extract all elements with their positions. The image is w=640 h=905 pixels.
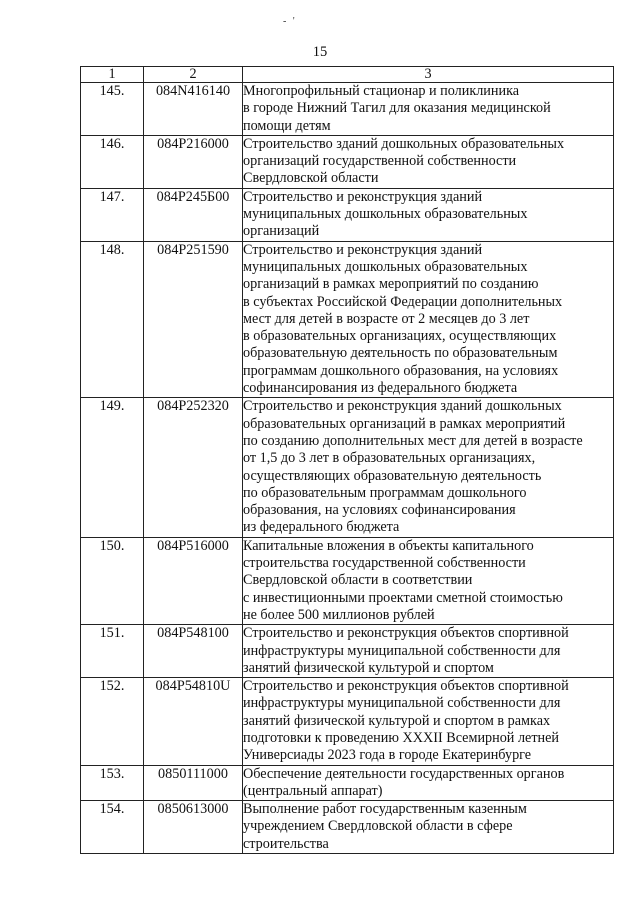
description-line: в городе Нижний Тагил для оказания медицинской <box>243 100 551 117</box>
row-description <box>243 135 614 188</box>
description-line: строительства <box>243 835 329 852</box>
description-line: Многопрофильный стационар и поликлиника <box>243 83 520 99</box>
budget-code-table <box>80 66 614 854</box>
description-line: Строительство и реконструкция зданий <box>243 188 483 205</box>
budget-code: 084P548100 <box>144 625 243 678</box>
budget-code: 084P252320 <box>144 398 243 537</box>
description-line: Универсиады 2023 года в городе Екатеринбурге <box>243 747 532 764</box>
row-number: 154. <box>81 801 144 854</box>
table-row <box>81 765 614 801</box>
description-line: Строительство и реконструкция зданий <box>243 241 483 258</box>
description-line: образовательную деятельность по образовательным <box>243 345 558 362</box>
row-number: 152. <box>81 678 144 765</box>
column-header-1: 1 <box>81 67 144 83</box>
row-description <box>243 188 614 241</box>
budget-code: 0850613000 <box>144 801 243 854</box>
row-description <box>243 241 614 398</box>
page-number: 15 <box>312 44 328 60</box>
description-line: Свердловской области <box>243 170 379 187</box>
description-line: организаций в рамках мероприятий по созданию <box>243 276 539 293</box>
row-description <box>243 83 614 136</box>
description-line: организаций государственной собственности <box>243 153 517 170</box>
row-number: 149. <box>81 398 144 537</box>
row-number: 147. <box>81 188 144 241</box>
description-line: Строительство зданий дошкольных образовательных <box>243 135 565 152</box>
description-line: не более 500 миллионов рублей <box>243 606 435 623</box>
row-description <box>243 765 614 801</box>
header-mark: - ' <box>283 16 297 27</box>
description-line: от 1,5 до 3 лет в образовательных организациях, <box>243 450 536 467</box>
table-row <box>81 188 614 241</box>
row-number: 153. <box>81 765 144 801</box>
description-line: (центральный аппарат) <box>243 782 383 799</box>
row-description <box>243 537 614 624</box>
description-line: Обеспечение деятельности государственных органов <box>243 765 565 782</box>
description-line: инфраструктуры муниципальной собственности для <box>243 695 561 712</box>
row-number: 148. <box>81 241 144 398</box>
budget-code: 084P216000 <box>144 135 243 188</box>
description-line: учреждением Свердловской области в сфере <box>243 818 513 835</box>
description-line: из федерального бюджета <box>243 519 400 536</box>
row-number: 151. <box>81 625 144 678</box>
description-line: муниципальных дошкольных образовательных <box>243 258 528 275</box>
row-description <box>243 801 614 854</box>
description-line: в образовательных организациях, осуществляющих <box>243 328 557 345</box>
description-line: по созданию дополнительных мест для детей в возрасте <box>243 432 583 449</box>
description-line: программам дошкольного образования, на условиях <box>243 362 559 379</box>
column-header-2: 2 <box>144 67 243 83</box>
row-description <box>243 398 614 537</box>
table-row <box>81 241 614 398</box>
description-line: образовательных организаций в рамках мероприятий <box>243 415 566 432</box>
row-description <box>243 625 614 678</box>
budget-code: 084P251590 <box>144 241 243 398</box>
description-line: инфраструктуры муниципальной собственности для <box>243 642 561 659</box>
description-line: в субъектах Российской Федерации дополнительных <box>243 293 563 310</box>
column-header-3: 3 <box>243 67 614 83</box>
description-line: Строительство и реконструкция зданий дошкольных <box>243 398 562 415</box>
table-row <box>81 135 614 188</box>
row-number: 150. <box>81 537 144 624</box>
description-line: с инвестиционными проектами сметной стоимостью <box>243 589 563 606</box>
table-row <box>81 678 614 765</box>
budget-code: 0850111000 <box>144 765 243 801</box>
description-line: помощи детям <box>243 117 331 134</box>
description-line: Свердловской области в соответствии <box>243 572 473 589</box>
description-line: строительства государственной собственности <box>243 555 526 572</box>
table-row <box>81 625 614 678</box>
description-line: занятий физической культурой и спортом <box>243 659 494 676</box>
budget-code: 084P245Б00 <box>144 188 243 241</box>
budget-code: 084P54810U <box>144 678 243 765</box>
description-line: занятий физической культурой и спортом в рамках <box>243 712 551 729</box>
description-line: организаций <box>243 223 320 240</box>
description-line: Выполнение работ государственным казенным <box>243 801 527 818</box>
description-line: подготовки к проведению XXXII Всемирной летней <box>243 729 560 746</box>
row-number: 145. <box>81 83 144 136</box>
table-row <box>81 801 614 854</box>
table-header-row <box>81 67 614 83</box>
description-line: Строительство и реконструкция объектов спортивной <box>243 678 569 695</box>
row-number: 146. <box>81 135 144 188</box>
row-description <box>243 678 614 765</box>
description-line: мест для детей в возрасте от 2 месяцев до 3 лет <box>243 310 530 327</box>
table-row <box>81 537 614 624</box>
budget-code: 084P516000 <box>144 537 243 624</box>
description-line: по образовательным программам дошкольного <box>243 484 527 501</box>
description-line: софинансирования из федерального бюджета <box>243 380 518 397</box>
description-line: муниципальных дошкольных образовательных <box>243 206 528 223</box>
table-row <box>81 83 614 136</box>
description-line: Строительство и реконструкция объектов спортивной <box>243 625 569 642</box>
budget-code: 084N416140 <box>144 83 243 136</box>
table-row <box>81 398 614 537</box>
description-line: образования, на условиях софинансирования <box>243 502 516 519</box>
description-line: Капитальные вложения в объекты капитального <box>243 537 534 554</box>
description-line: осуществляющих образовательную деятельность <box>243 467 542 484</box>
